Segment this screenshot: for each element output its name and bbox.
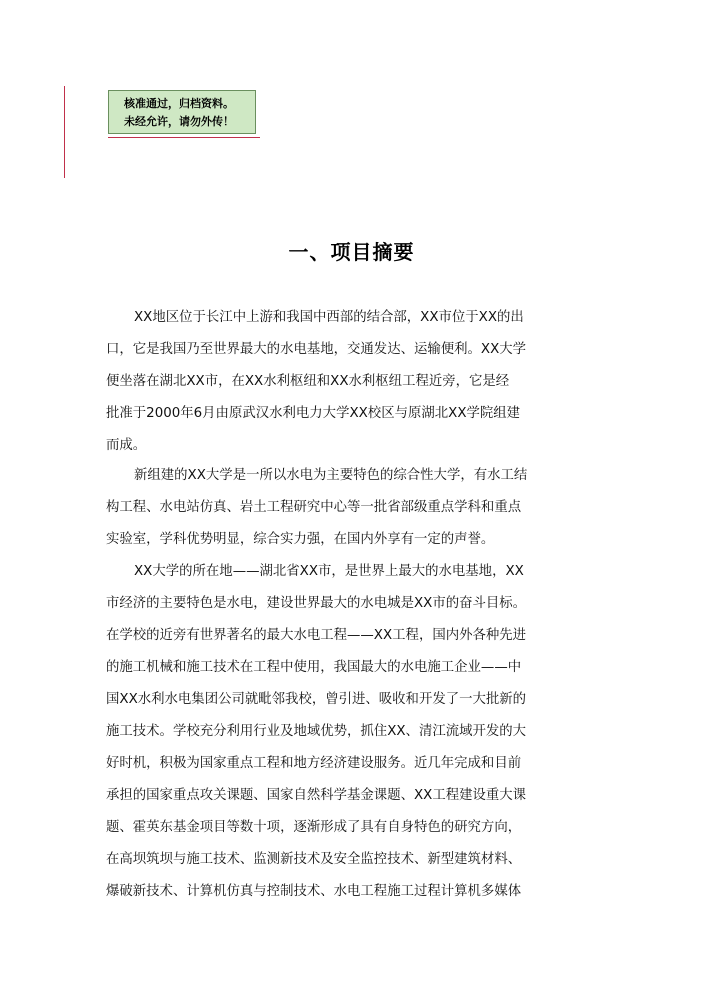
paragraph-3-line-6: 施工技术。学校充分利用行业及地域优势，抓住XX、清江流域开发的大 <box>106 724 527 739</box>
paragraph-3-line-10: 在高坝筑坝与施工技术、监测新技术及安全监控技术、新型建筑材料、 <box>106 852 522 867</box>
paragraph-2-line-3: 实验室，学科优势明显，综合实力强，在国内外享有一定的声誉。 <box>106 532 495 547</box>
paragraph-3-line-4: 的施工机械和施工技术在工程中使用，我国最大的水电施工企业——中 <box>106 660 522 675</box>
margin-marker-line <box>64 86 65 178</box>
stamp-underline <box>108 137 260 138</box>
stamp-line-approved: 核准通过，归档资料。 <box>124 97 234 110</box>
stamp-line-confidential: 未经允许，请勿外传！ <box>124 115 234 128</box>
paragraph-1-line-2: 口，它是我国乃至世界最大的水电基地，交通发达、运输便利。XX大学 <box>106 342 527 357</box>
paragraph-3-line-11: 爆破新技术、计算机仿真与控制技术、水电工程施工过程计算机多媒体 <box>106 884 522 899</box>
paragraph-3-line-3: 在学校的近旁有世界著名的最大水电工程——XX工程，国内外各种先进 <box>106 628 527 643</box>
paragraph-3-line-8: 承担的国家重点攻关课题、国家自然科学基金课题、XX工程建设重大课 <box>106 788 527 803</box>
paragraph-1-line-1: XX地区位于长江中上游和我国中西部的结合部，XX市位于XX的出 <box>134 310 524 325</box>
approval-stamp <box>108 90 256 134</box>
paragraph-3-line-2: 市经济的主要特色是水电，建设世界最大的水电城是XX市的奋斗目标。 <box>106 596 527 611</box>
paragraph-3-line-9: 题、霍英东基金项目等数十项，逐渐形成了具有自身特色的研究方向， <box>106 820 522 835</box>
paragraph-1-line-3: 便坐落在湖北XX市，在XX水利枢纽和XX水利枢纽工程近旁，它是经 <box>106 374 510 389</box>
paragraph-3-line-7: 好时机，积极为国家重点工程和地方经济建设服务。近几年完成和目前 <box>106 756 522 771</box>
paragraph-1-line-4: 批准于2000年6月由原武汉水利电力大学XX校区与原湖北XX学院组建 <box>106 406 521 421</box>
paragraph-2-line-2: 构工程、水电站仿真、岩土工程研究中心等一批省部级重点学科和重点 <box>106 500 522 515</box>
paragraph-3-line-1: XX大学的所在地——湖北省XX市，是世界上最大的水电基地，XX <box>134 564 524 579</box>
paragraph-1-line-5: 而成。 <box>106 438 147 453</box>
paragraph-3-line-5: 国XX水利水电集团公司就毗邻我校，曾引进、吸收和开发了一大批新的 <box>106 692 527 707</box>
section-title: 一、项目摘要 <box>288 240 415 264</box>
paragraph-2-line-1: 新组建的XX大学是一所以水电为主要特色的综合性大学，有水工结 <box>134 468 528 483</box>
